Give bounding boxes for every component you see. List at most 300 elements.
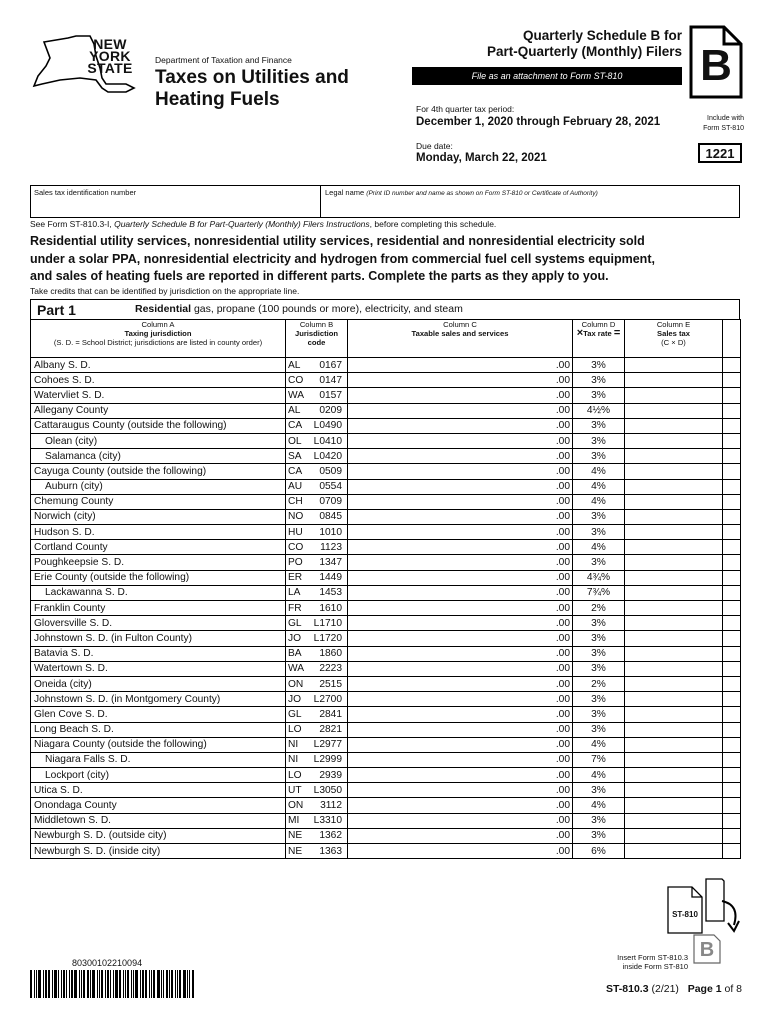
col-a-header — [31, 320, 286, 358]
part1-description — [135, 303, 463, 315]
tax-rate: 4¾% — [573, 570, 625, 585]
taxable-sales-input[interactable]: .00 — [348, 661, 573, 676]
jurisdiction-code — [286, 783, 348, 798]
sales-tax-cents-input[interactable] — [723, 358, 741, 373]
sales-tax-cents-input[interactable] — [723, 752, 741, 767]
barcode-bar — [61, 970, 62, 998]
taxable-sales-input[interactable]: .00 — [348, 509, 573, 524]
form-title-line-2: Heating Fuels — [155, 89, 280, 110]
jurisdiction-name: Cattaraugus County (outside the following) — [31, 418, 286, 433]
sales-tax-input[interactable] — [625, 585, 723, 600]
sales-tax-cents-input[interactable] — [723, 798, 741, 813]
table-row — [31, 585, 741, 600]
barcode-bar — [90, 970, 91, 998]
part1-header-row — [31, 320, 741, 358]
tax-rate: 3% — [573, 813, 625, 828]
barcode-bar — [169, 970, 170, 998]
jurisdiction-code — [286, 449, 348, 464]
taxable-sales-input[interactable]: .00 — [348, 525, 573, 540]
sales-tax-cents-input[interactable] — [723, 601, 741, 616]
taxable-sales-input[interactable]: .00 — [348, 616, 573, 631]
taxable-sales-input[interactable]: .00 — [348, 403, 573, 418]
taxable-sales-input[interactable]: .00 — [348, 449, 573, 464]
barcode-bar — [30, 970, 32, 998]
col-b-line-1: Column B — [299, 320, 334, 329]
jurisdiction-state-prefix: PO — [288, 557, 303, 569]
sales-tax-input[interactable] — [625, 525, 723, 540]
taxable-sales-input[interactable]: .00 — [348, 828, 573, 843]
table-row — [31, 509, 741, 524]
sales-tax-cents-input[interactable] — [723, 555, 741, 570]
sales-tax-input[interactable] — [625, 844, 723, 859]
jurisdiction-state-prefix: GL — [288, 708, 302, 720]
sales-tax-cents-input[interactable] — [723, 707, 741, 722]
barcode-bar — [92, 970, 95, 998]
jurisdiction-code — [286, 494, 348, 509]
sales-tax-cents-input[interactable] — [723, 433, 741, 448]
jurisdiction-state-prefix: FR — [288, 602, 302, 614]
jurisdiction-state-prefix: UT — [288, 784, 302, 796]
taxable-sales-input[interactable]: .00 — [348, 783, 573, 798]
tax-rate: 3% — [573, 646, 625, 661]
barcode-bar — [83, 970, 85, 998]
sales-tax-input[interactable] — [625, 388, 723, 403]
jurisdiction-state-prefix: LA — [288, 587, 301, 599]
jurisdiction-name: Allegany County — [31, 403, 286, 418]
tax-rate: 3% — [573, 661, 625, 676]
jurisdiction-state-prefix: GL — [288, 617, 302, 629]
barcode-bar — [151, 970, 152, 998]
jurisdiction-code — [286, 616, 348, 631]
sales-tax-cents-input[interactable] — [723, 540, 741, 555]
barcode-bar — [48, 970, 50, 998]
table-row — [31, 555, 741, 570]
jurisdiction-name: Middletown S. D. — [31, 813, 286, 828]
jurisdiction-code — [286, 676, 348, 691]
tax-rate: 6% — [573, 844, 625, 859]
legal-name-label — [325, 188, 598, 197]
taxable-sales-input[interactable]: .00 — [348, 388, 573, 403]
barcode-bar — [119, 970, 121, 998]
barcode-bar — [81, 970, 82, 998]
sales-tax-cents-input[interactable] — [723, 813, 741, 828]
barcode-bar — [52, 970, 53, 998]
tax-rate: 3% — [573, 828, 625, 843]
table-row — [31, 752, 741, 767]
jurisdiction-name: Lackawanna S. D. — [31, 585, 286, 600]
sales-tax-input[interactable] — [625, 722, 723, 737]
tax-rate: 3% — [573, 707, 625, 722]
jurisdiction-code — [286, 585, 348, 600]
jurisdiction-name: Long Beach S. D. — [31, 722, 286, 737]
see-form-prefix: See Form ST-810.3-I, — [30, 219, 115, 229]
tax-rate: 7% — [573, 752, 625, 767]
attach-note-bar: File as an attachment to Form ST-810 — [412, 67, 682, 85]
jurisdiction-name: Cayuga County (outside the following) — [31, 464, 286, 479]
sales-tax-input[interactable] — [625, 373, 723, 388]
table-row — [31, 737, 741, 752]
table-row — [31, 661, 741, 676]
tax-rate: 4% — [573, 798, 625, 813]
jurisdiction-code-number: 2515 — [319, 678, 342, 690]
barcode-bar — [175, 970, 176, 998]
form-title-line-1: Taxes on Utilities and — [155, 67, 349, 88]
sales-tax-input[interactable] — [625, 403, 723, 418]
take-credits-note: Take credits that can be identified by jurisdiction on the appropriate line. — [30, 286, 300, 296]
taxable-sales-input[interactable]: .00 — [348, 494, 573, 509]
barcode-bar — [183, 970, 186, 998]
taxable-sales-input[interactable]: .00 — [348, 585, 573, 600]
jurisdiction-code-number: 0845 — [319, 511, 342, 523]
taxable-sales-input[interactable]: .00 — [348, 752, 573, 767]
jurisdiction-code — [286, 844, 348, 859]
taxable-sales-input[interactable]: .00 — [348, 555, 573, 570]
jurisdiction-code-number: 2939 — [319, 769, 342, 781]
sales-tax-cents-input[interactable] — [723, 479, 741, 494]
taxable-sales-input[interactable]: .00 — [348, 768, 573, 783]
tax-rate: 3% — [573, 631, 625, 646]
barcode-bar — [110, 970, 111, 998]
sales-tax-cents-input[interactable] — [723, 494, 741, 509]
jurisdiction-name: Batavia S. D. — [31, 646, 286, 661]
taxable-sales-input[interactable]: .00 — [348, 601, 573, 616]
barcode-bar — [36, 970, 37, 998]
barcode-bar — [38, 970, 41, 998]
sales-tax-id-label: Sales tax identification number — [34, 188, 137, 197]
jurisdiction-name: Watervliet S. D. — [31, 388, 286, 403]
tax-rate: 3% — [573, 449, 625, 464]
sales-tax-input[interactable] — [625, 752, 723, 767]
taxable-sales-input[interactable]: .00 — [348, 433, 573, 448]
barcode-bar — [87, 970, 89, 998]
state-logo — [82, 38, 138, 74]
tax-rate: 3% — [573, 783, 625, 798]
jurisdiction-code-number: 0157 — [319, 389, 342, 401]
sales-tax-input[interactable] — [625, 418, 723, 433]
jurisdiction-state-prefix: AU — [288, 481, 303, 493]
see-form-italic: Quarterly Schedule B for Part-Quarterly (Monthly) Filers Instructions — [114, 219, 370, 229]
sales-tax-input[interactable] — [625, 646, 723, 661]
jurisdiction-code-number: 1362 — [319, 830, 342, 842]
jurisdiction-state-prefix: NO — [288, 511, 304, 523]
main-instructions-line-2: under a solar PPA, nonresidential electricity and hydrogen from commercial fuel cell systems equipment, — [30, 251, 655, 266]
jurisdiction-code — [286, 692, 348, 707]
col-c-header — [348, 320, 573, 358]
table-row — [31, 707, 741, 722]
jurisdiction-code-number: 0509 — [319, 465, 342, 477]
tax-rate: 4% — [573, 464, 625, 479]
include-note-line-1: Include with — [707, 115, 744, 122]
include-note — [688, 114, 744, 134]
taxable-sales-input[interactable]: .00 — [348, 631, 573, 646]
col-e-line-2: Sales tax — [657, 329, 690, 338]
jurisdiction-code — [286, 479, 348, 494]
jurisdiction-name: Gloversville S. D. — [31, 616, 286, 631]
jurisdiction-name: Cohoes S. D. — [31, 373, 286, 388]
barcode-bar — [74, 970, 77, 998]
taxable-sales-input[interactable]: .00 — [348, 692, 573, 707]
schedule-letter: B — [700, 41, 732, 90]
jurisdiction-state-prefix: JO — [288, 632, 302, 644]
sales-tax-input[interactable] — [625, 464, 723, 479]
sales-tax-input[interactable] — [625, 601, 723, 616]
jurisdiction-state-prefix: CO — [288, 374, 304, 386]
jurisdiction-code — [286, 509, 348, 524]
barcode-bar — [127, 970, 129, 998]
jurisdiction-code — [286, 707, 348, 722]
sales-tax-input[interactable] — [625, 631, 723, 646]
barcode-bar — [192, 970, 194, 998]
jurisdiction-state-prefix: OL — [288, 435, 302, 447]
jurisdiction-name: Johnstown S. D. (in Montgomery County) — [31, 692, 286, 707]
barcode-bar — [107, 970, 109, 998]
jurisdiction-code — [286, 752, 348, 767]
main-instructions-line-1: Residential utility services, nonresidential utility services, residential and nonresidential electricity sold — [30, 234, 645, 248]
barcode-bar — [97, 970, 98, 998]
barcode-bar — [179, 970, 181, 998]
col-e-line-3: (C × D) — [661, 338, 686, 347]
table-row — [31, 373, 741, 388]
tax-rate: 4% — [573, 737, 625, 752]
sales-tax-input[interactable] — [625, 616, 723, 631]
taxable-sales-input[interactable]: .00 — [348, 722, 573, 737]
sales-tax-cents-input[interactable] — [723, 783, 741, 798]
table-row — [31, 692, 741, 707]
form-id: ST-810.3 — [605, 983, 649, 995]
jurisdiction-state-prefix: LO — [288, 724, 302, 736]
schedule-title — [410, 28, 682, 60]
jurisdiction-code — [286, 828, 348, 843]
table-row — [31, 525, 741, 540]
logo-line-2: YORK — [89, 48, 131, 64]
barcode-bar — [142, 970, 144, 998]
barcode-bar — [153, 970, 155, 998]
sales-tax-input[interactable] — [625, 828, 723, 843]
barcode-bar — [43, 970, 44, 998]
jurisdiction-name: Johnstown S. D. (in Fulton County) — [31, 631, 286, 646]
sales-tax-input[interactable] — [625, 494, 723, 509]
barcode — [30, 970, 200, 998]
sales-tax-input[interactable] — [625, 555, 723, 570]
jurisdiction-code-number: L1720 — [313, 632, 342, 644]
page-suffix: of 8 — [721, 983, 742, 995]
see-form-suffix: , before completing this schedule. — [369, 219, 497, 229]
table-row — [31, 722, 741, 737]
jurisdiction-code — [286, 570, 348, 585]
taxable-sales-input[interactable]: .00 — [348, 479, 573, 494]
taxable-sales-input[interactable]: .00 — [348, 844, 573, 859]
taxable-sales-input[interactable]: .00 — [348, 676, 573, 691]
table-row — [31, 388, 741, 403]
tax-rate: 3% — [573, 525, 625, 540]
page-number: 1 — [715, 983, 722, 995]
sales-tax-input[interactable] — [625, 798, 723, 813]
sales-tax-cents-input[interactable] — [723, 768, 741, 783]
barcode-bar — [45, 970, 47, 998]
jurisdiction-code-number: L0420 — [313, 450, 342, 462]
jurisdiction-code-number: 0147 — [319, 374, 342, 386]
legal-name-field[interactable] — [320, 185, 740, 218]
tax-rate: 4% — [573, 479, 625, 494]
taxable-sales-input[interactable]: .00 — [348, 418, 573, 433]
jurisdiction-code-number: 0209 — [319, 405, 342, 417]
jurisdiction-name: Poughkeepsie S. D. — [31, 555, 286, 570]
taxable-sales-input[interactable]: .00 — [348, 737, 573, 752]
jurisdiction-name: Chemung County — [31, 494, 286, 509]
jurisdiction-code — [286, 373, 348, 388]
jurisdiction-name: Franklin County — [31, 601, 286, 616]
jurisdiction-name: Erie County (outside the following) — [31, 570, 286, 585]
table-row — [31, 433, 741, 448]
barcode-bar — [140, 970, 141, 998]
sales-tax-cents-input[interactable] — [723, 631, 741, 646]
col-e-cents-header — [723, 320, 741, 358]
taxable-sales-input[interactable]: .00 — [348, 373, 573, 388]
jurisdiction-name: Utica S. D. — [31, 783, 286, 798]
sales-tax-cents-input[interactable] — [723, 509, 741, 524]
legal-name-hint: (Print ID number and name as shown on Form ST-810 or Certificate of Authority) — [366, 190, 598, 197]
insert-note-line-2: inside Form ST-810 — [622, 962, 688, 971]
tax-rate: 2% — [573, 676, 625, 691]
jurisdiction-name: Olean (city) — [31, 433, 286, 448]
include-note-line-2: Form ST-810 — [703, 125, 744, 132]
sales-tax-input[interactable] — [625, 479, 723, 494]
due-date-label: Due date: — [416, 141, 453, 151]
jurisdiction-code-number: 1010 — [319, 526, 342, 538]
barcode-bar — [149, 970, 150, 998]
col-d-header — [573, 320, 625, 358]
jurisdiction-code-number: L3050 — [313, 784, 342, 796]
col-d-line-1: Column D — [581, 320, 616, 329]
jurisdiction-state-prefix: ON — [288, 678, 304, 690]
jurisdiction-state-prefix: LO — [288, 769, 302, 781]
sales-tax-input[interactable] — [625, 509, 723, 524]
barcode-bar — [63, 970, 65, 998]
period-code-box: 1221 — [698, 143, 742, 163]
sales-tax-input[interactable] — [625, 813, 723, 828]
col-b-line-3: code — [307, 338, 326, 347]
table-row — [31, 813, 741, 828]
sales-tax-input[interactable] — [625, 449, 723, 464]
sales-tax-cents-input[interactable] — [723, 449, 741, 464]
tax-rate: 3% — [573, 433, 625, 448]
table-row — [31, 601, 741, 616]
taxable-sales-input[interactable]: .00 — [348, 798, 573, 813]
page-prefix: Page — [687, 983, 716, 995]
sales-tax-input[interactable] — [625, 358, 723, 373]
jurisdiction-code-number: L3310 — [313, 815, 342, 827]
taxable-sales-input[interactable]: .00 — [348, 358, 573, 373]
sales-tax-cents-input[interactable] — [723, 661, 741, 676]
sales-tax-cents-input[interactable] — [723, 464, 741, 479]
insert-icon-label: ST-810 — [672, 910, 698, 919]
sales-tax-input[interactable] — [625, 692, 723, 707]
sales-tax-input[interactable] — [625, 676, 723, 691]
jurisdiction-code — [286, 601, 348, 616]
col-c-line-1: Column C — [443, 320, 477, 329]
taxable-sales-input[interactable]: .00 — [348, 570, 573, 585]
sales-tax-input[interactable] — [625, 707, 723, 722]
jurisdiction-code-number: 1363 — [319, 845, 342, 857]
barcode-bar — [34, 970, 35, 998]
sales-tax-cents-input[interactable] — [723, 373, 741, 388]
sales-tax-cents-input[interactable] — [723, 722, 741, 737]
barcode-bar — [79, 970, 80, 998]
jurisdiction-name: Newburgh S. D. (outside city) — [31, 828, 286, 843]
jurisdiction-code — [286, 661, 348, 676]
sales-tax-cents-input[interactable] — [723, 570, 741, 585]
period-label: For 4th quarter tax period: — [416, 104, 515, 114]
logo-line-3: STATE — [87, 60, 133, 76]
sales-tax-input[interactable] — [625, 433, 723, 448]
jurisdiction-state-prefix: WA — [288, 663, 305, 675]
sales-tax-input[interactable] — [625, 783, 723, 798]
sales-tax-input[interactable] — [625, 661, 723, 676]
jurisdiction-name: Onondaga County — [31, 798, 286, 813]
jurisdiction-code-number: 0554 — [319, 481, 342, 493]
sales-tax-cents-input[interactable] — [723, 403, 741, 418]
tax-rate: 3% — [573, 555, 625, 570]
sales-tax-cents-input[interactable] — [723, 828, 741, 843]
sales-tax-cents-input[interactable] — [723, 418, 741, 433]
sales-tax-cents-input[interactable] — [723, 525, 741, 540]
insert-note — [580, 953, 688, 971]
tax-rate: 3% — [573, 616, 625, 631]
sales-tax-id-field[interactable] — [30, 185, 321, 218]
sales-tax-cents-input[interactable] — [723, 616, 741, 631]
sales-tax-input[interactable] — [625, 570, 723, 585]
table-row — [31, 358, 741, 373]
jurisdiction-name: Salamanca (city) — [31, 449, 286, 464]
sales-tax-cents-input[interactable] — [723, 737, 741, 752]
sales-tax-cents-input[interactable] — [723, 585, 741, 600]
jurisdiction-state-prefix: ER — [288, 572, 303, 584]
sales-tax-cents-input[interactable] — [723, 844, 741, 859]
taxable-sales-input[interactable]: .00 — [348, 707, 573, 722]
sales-tax-cents-input[interactable] — [723, 692, 741, 707]
sales-tax-input[interactable] — [625, 540, 723, 555]
col-b-header — [286, 320, 348, 358]
taxable-sales-input[interactable]: .00 — [348, 540, 573, 555]
jurisdiction-code — [286, 646, 348, 661]
jurisdiction-code — [286, 403, 348, 418]
sales-tax-cents-input[interactable] — [723, 676, 741, 691]
tax-rate: 3% — [573, 722, 625, 737]
tax-rate: 3% — [573, 373, 625, 388]
barcode-number: 80300102210094 — [72, 958, 143, 968]
barcode-bar — [145, 970, 147, 998]
sales-tax-cents-input[interactable] — [723, 388, 741, 403]
jurisdiction-name: Auburn (city) — [31, 479, 286, 494]
col-c-line-2: Taxable sales and services — [411, 329, 509, 338]
taxable-sales-input[interactable]: .00 — [348, 813, 573, 828]
jurisdiction-state-prefix: MI — [288, 815, 300, 827]
sales-tax-input[interactable] — [625, 768, 723, 783]
sales-tax-cents-input[interactable] — [723, 646, 741, 661]
jurisdiction-state-prefix: WA — [288, 389, 305, 401]
jurisdiction-code-number: 2223 — [319, 663, 342, 675]
taxable-sales-input[interactable]: .00 — [348, 646, 573, 661]
taxable-sales-input[interactable]: .00 — [348, 464, 573, 479]
jurisdiction-code — [286, 525, 348, 540]
barcode-bar — [115, 970, 118, 998]
jurisdiction-code-number: L2700 — [313, 693, 342, 705]
sales-tax-input[interactable] — [625, 737, 723, 752]
barcode-bar — [135, 970, 138, 998]
barcode-bar — [69, 970, 70, 998]
part1-label: Part 1 — [37, 302, 76, 318]
jurisdiction-name: Newburgh S. D. (inside city) — [31, 844, 286, 859]
